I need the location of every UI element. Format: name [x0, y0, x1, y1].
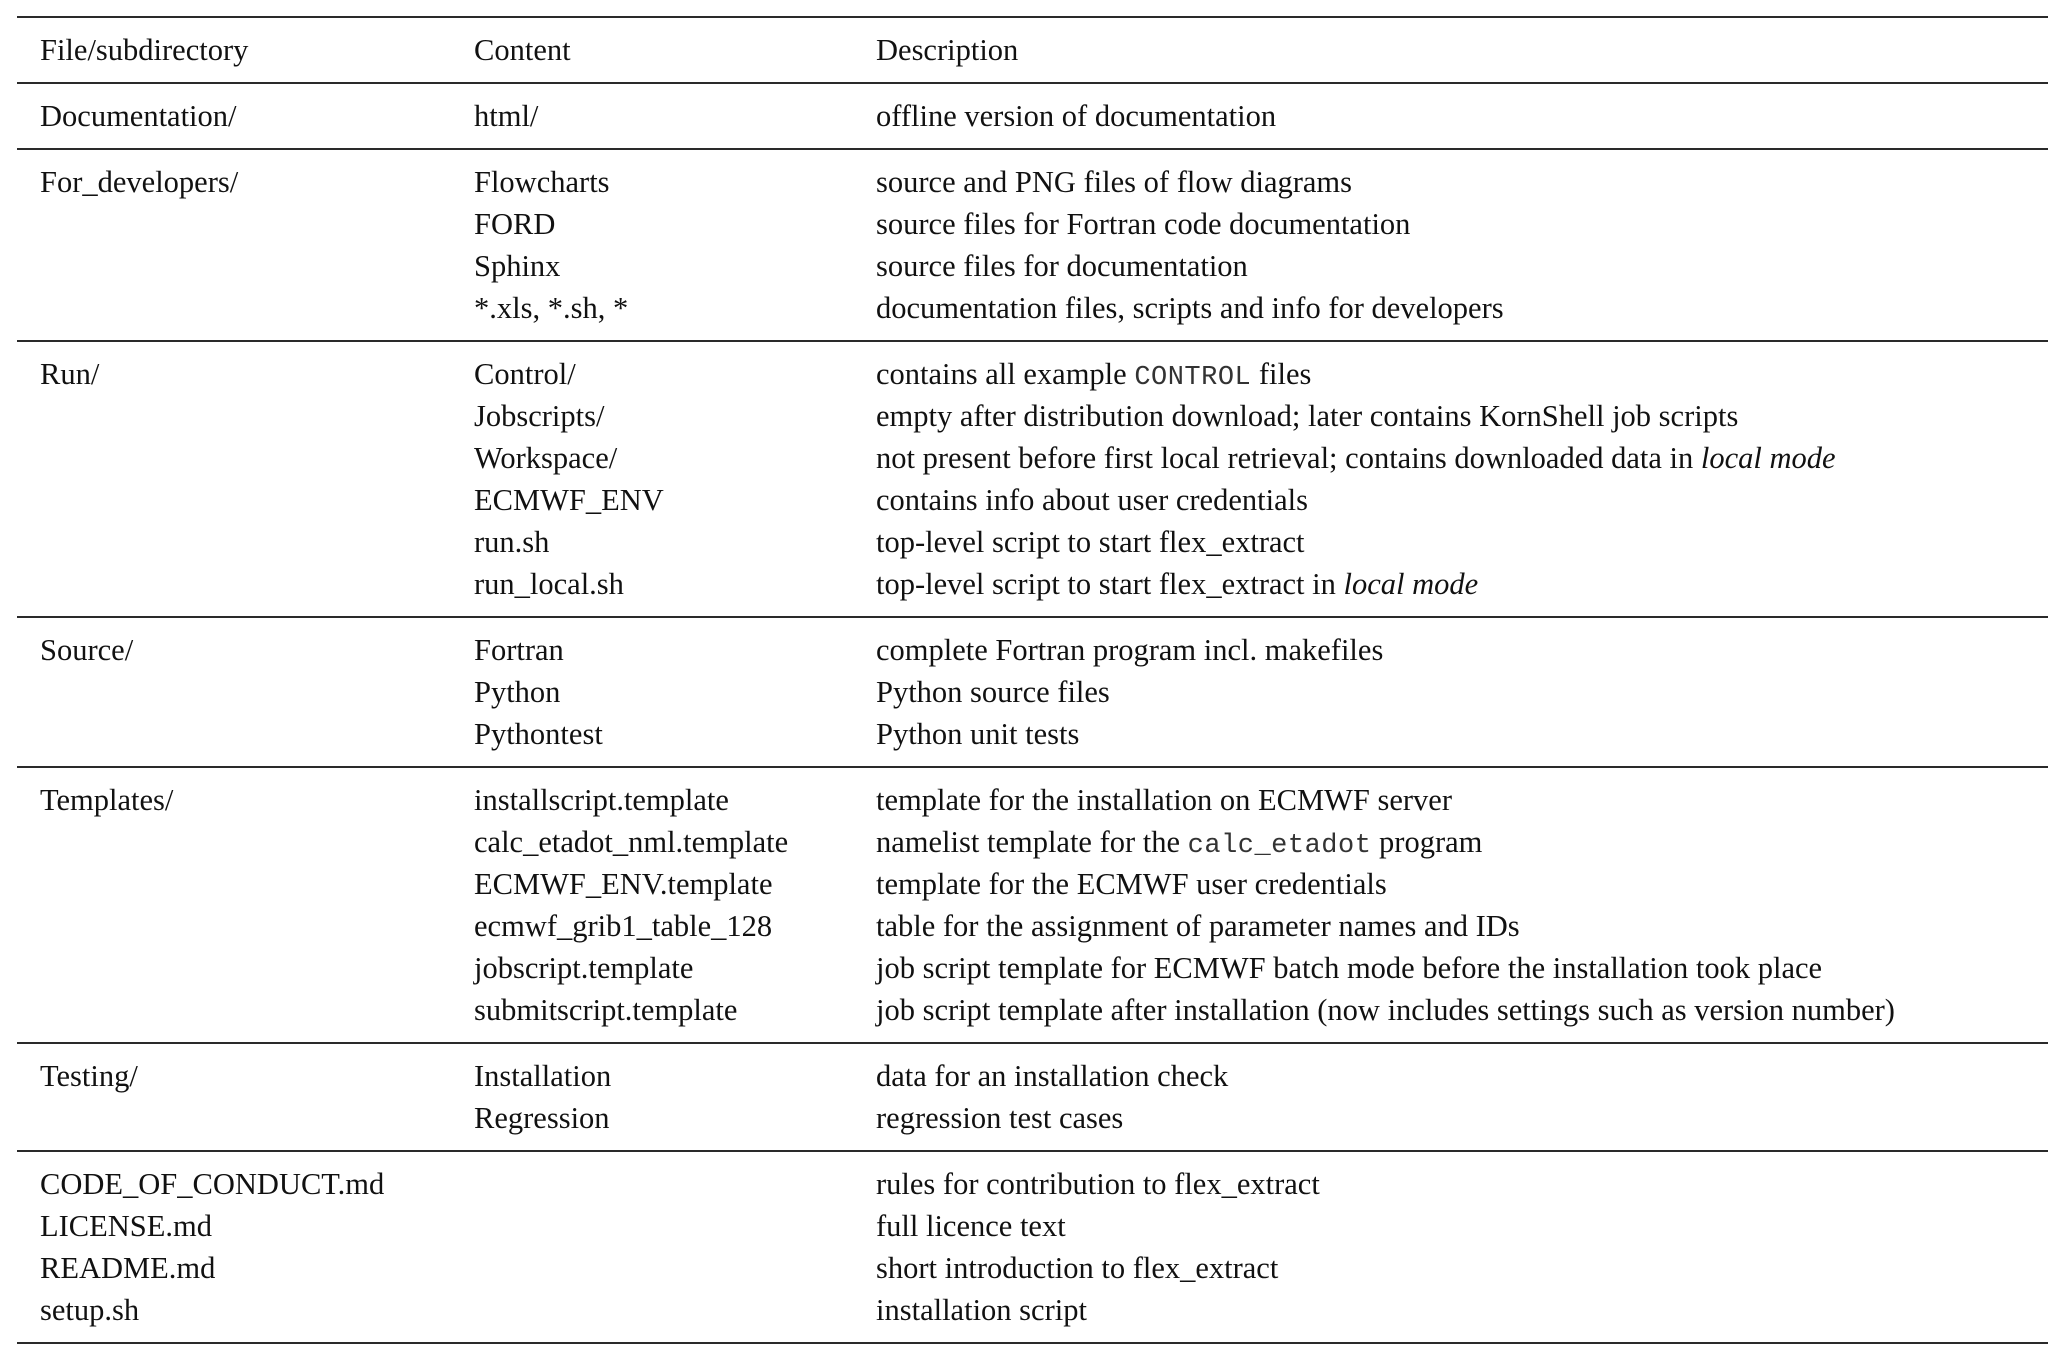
description-item: [876, 563, 2048, 605]
content-item: FORD: [474, 207, 556, 241]
content-item: Sphinx: [474, 249, 561, 283]
content-item: Control/: [474, 357, 576, 391]
description-item: data for an installation check: [876, 1059, 1229, 1093]
description-item: template for the ECMWF user credentials: [876, 867, 1387, 901]
section-dir: Templates/: [40, 783, 174, 817]
file-item: setup.sh: [40, 1293, 140, 1327]
content-item: Jobscripts/: [474, 399, 605, 433]
content-item: submitscript.template: [474, 993, 738, 1027]
description-text: not present before first local retrieval; contains downloaded data in: [876, 441, 1701, 475]
content-item: Python: [474, 675, 561, 709]
description-item: empty after distribution download; later contains KornShell job scripts: [876, 399, 1739, 433]
italic-local-mode: local mode: [1700, 441, 1836, 475]
description-item: [876, 353, 2048, 395]
section-dir: Run/: [40, 357, 100, 391]
header-description: Description: [876, 33, 1019, 67]
section-top-level-files: [17, 1150, 2048, 1344]
content-item: jobscript.template: [474, 951, 694, 985]
content-item: run_local.sh: [474, 567, 624, 601]
section-dir: Testing/: [40, 1059, 138, 1093]
content-item: Fortran: [474, 633, 564, 667]
description-item: complete Fortran program incl. makefiles: [876, 633, 1384, 667]
code-control: CONTROL: [1134, 363, 1252, 393]
content-item: Regression: [474, 1101, 610, 1135]
content-item: ECMWF_ENV: [474, 483, 664, 517]
content-item: installscript.template: [474, 783, 729, 817]
description-item: source files for Fortran code documentation: [876, 207, 1411, 241]
section-dir: Documentation/: [40, 99, 237, 133]
content-item: Pythontest: [474, 717, 603, 751]
description-item: Python source files: [876, 675, 1110, 709]
directory-structure-table: [17, 16, 2048, 1344]
description-item: source files for documentation: [876, 249, 1248, 283]
description-item: full licence text: [876, 1209, 1066, 1243]
content-item: ecmwf_grib1_table_128: [474, 909, 773, 943]
description-item: [876, 437, 2048, 479]
header-content: Content: [474, 33, 571, 67]
file-item: README.md: [40, 1251, 216, 1285]
description-item: Python unit tests: [876, 717, 1080, 751]
content-item: run.sh: [474, 525, 550, 559]
description-item: table for the assignment of parameter names and IDs: [876, 909, 1520, 943]
header-file: File/subdirectory: [40, 33, 249, 67]
content-item: ECMWF_ENV.template: [474, 867, 773, 901]
section-templates: [17, 766, 2048, 1042]
description-item: template for the installation on ECMWF server: [876, 783, 1452, 817]
section-source: [17, 616, 2048, 766]
description-item: documentation files, scripts and info for developers: [876, 291, 1504, 325]
file-item: CODE_OF_CONDUCT.md: [40, 1167, 385, 1201]
description-text: namelist template for the: [876, 825, 1188, 859]
content-item: Installation: [474, 1059, 612, 1093]
code-calc-etadot: calc_etadot: [1187, 831, 1372, 861]
description-item: source and PNG files of flow diagrams: [876, 165, 1353, 199]
content-item: calc_etadot_nml.template: [474, 825, 789, 859]
content-item: Workspace/: [474, 441, 618, 475]
content-item: html/: [474, 99, 539, 133]
section-documentation: [17, 82, 2048, 148]
description-item: rules for contribution to flex_extract: [876, 1167, 1320, 1201]
description-item: contains info about user credentials: [876, 483, 1308, 517]
section-testing: [17, 1042, 2048, 1150]
section-for-developers: [17, 148, 2048, 340]
description-item: regression test cases: [876, 1101, 1124, 1135]
section-dir: Source/: [40, 633, 134, 667]
description-text: program: [1371, 825, 1483, 859]
description-item: [876, 821, 2048, 863]
content-item: Flowcharts: [474, 165, 610, 199]
table-header: [17, 16, 2048, 82]
description-item: short introduction to flex_extract: [876, 1251, 1279, 1285]
section-run: [17, 340, 2048, 616]
italic-local-mode: local mode: [1343, 567, 1479, 601]
description-text: contains all example: [876, 357, 1135, 391]
section-dir: For_developers/: [40, 165, 239, 199]
file-item: LICENSE.md: [40, 1209, 212, 1243]
description-text: top-level script to start flex_extract in: [876, 567, 1344, 601]
description-item: job script template for ECMWF batch mode before the installation took place: [876, 951, 1823, 985]
description-item: top-level script to start flex_extract: [876, 525, 1305, 559]
description-item: job script template after installation (now includes settings such as version number): [876, 993, 1895, 1027]
content-item: *.xls, *.sh, *: [474, 291, 629, 325]
description-item: installation script: [876, 1293, 1087, 1327]
description-item: offline version of documentation: [876, 99, 1277, 133]
description-text: files: [1251, 357, 1312, 391]
